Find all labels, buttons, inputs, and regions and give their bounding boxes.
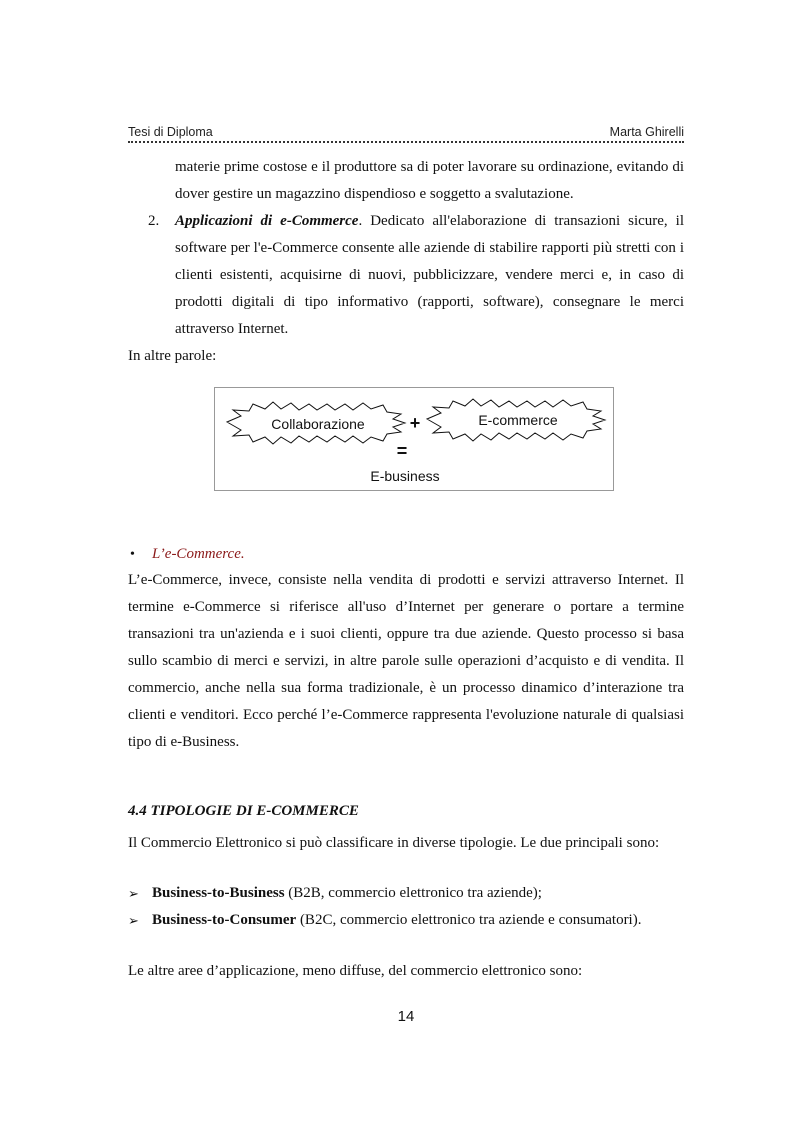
section-title: 4.4 TIPOLOGIE DI E-COMMERCE	[128, 803, 359, 819]
type-list-item	[152, 907, 641, 934]
lead-in-text: In altre parole:	[128, 348, 217, 364]
diagram-equals-sign: =	[396, 441, 408, 461]
list-item-2	[175, 208, 684, 343]
list-item-2-number: 2.	[148, 213, 160, 229]
ebusiness-diagram	[214, 387, 614, 491]
list-item-2-text: . Dedicato all'elaborazione di transazioni sicure, il software per l'e-Commerce consente alle aziende di stabilire rapporti più stretti con i clienti esistenti, acquisirne di nuovi, pubblicizzare, vendere merci e, in caso di prodotti digitali di tipo informativo (rapporti, software), consegnare le merci attraverso Internet.	[175, 213, 684, 337]
type-name: Business-to-Business	[152, 885, 285, 901]
diagram-term-collaborazione: Collaborazione	[271, 416, 365, 432]
type-list-item	[152, 880, 542, 907]
type-name: Business-to-Consumer	[152, 912, 297, 928]
running-header	[128, 123, 684, 141]
header-dotted-rule	[128, 141, 684, 143]
bullet-heading-ecommerce: L’e-Commerce.	[152, 546, 245, 562]
diagram-plus-sign: +	[409, 413, 421, 433]
header-thesis-label: Tesi di Diploma	[128, 125, 213, 139]
diagram-result-ebusiness: E-business	[370, 468, 440, 484]
diagram-graphic	[215, 388, 613, 490]
list-item-1-continuation: materie prime costose e il produttore sa di poter lavorare su ordinazione, evitando di dover gestire un magazzino dispendioso e soggetto a svalutazione.	[175, 159, 684, 202]
arrow-bullet-icon: ➢	[128, 886, 139, 901]
section-intro: Il Commercio Elettronico si può classificare in diverse tipologie. Le due principali sono:	[128, 835, 660, 851]
ecommerce-paragraph: L’e-Commerce, invece, consiste nella vendita di prodotti e servizi attraverso Internet. Il termine e-Commerce si riferisce all'uso d’Internet per generare o portare a termine transazioni tra un'azienda e i suoi clienti, oppure tra due aziende. Questo processo si basa sullo scambio di merci e servizi, in altre parole sulle operazioni d’acquisto e di vendita. Il commercio, anche nella sua forma tradizionale, è un processo dinamico d’interazione tra clienti e venditori. Ecco perché l’e-Commerce rappresenta l'evoluzione naturale di qualsiasi tipo di e-Business.	[128, 572, 684, 750]
other-areas-text: Le altre aree d’applicazione, meno diffuse, del commercio elettronico sono:	[128, 963, 583, 979]
bullet-dot: •	[130, 547, 135, 562]
page-number: 14	[397, 1008, 415, 1025]
header-author: Marta Ghirelli	[609, 125, 684, 139]
list-item-2-title: Applicazioni di e-Commerce	[175, 213, 359, 229]
type-description: (B2B, commercio elettronico tra aziende);	[284, 885, 542, 901]
type-description: (B2C, commercio elettronico tra aziende e consumatori).	[296, 912, 642, 928]
arrow-bullet-icon: ➢	[128, 913, 139, 928]
diagram-term-ecommerce: E-commerce	[478, 412, 558, 428]
